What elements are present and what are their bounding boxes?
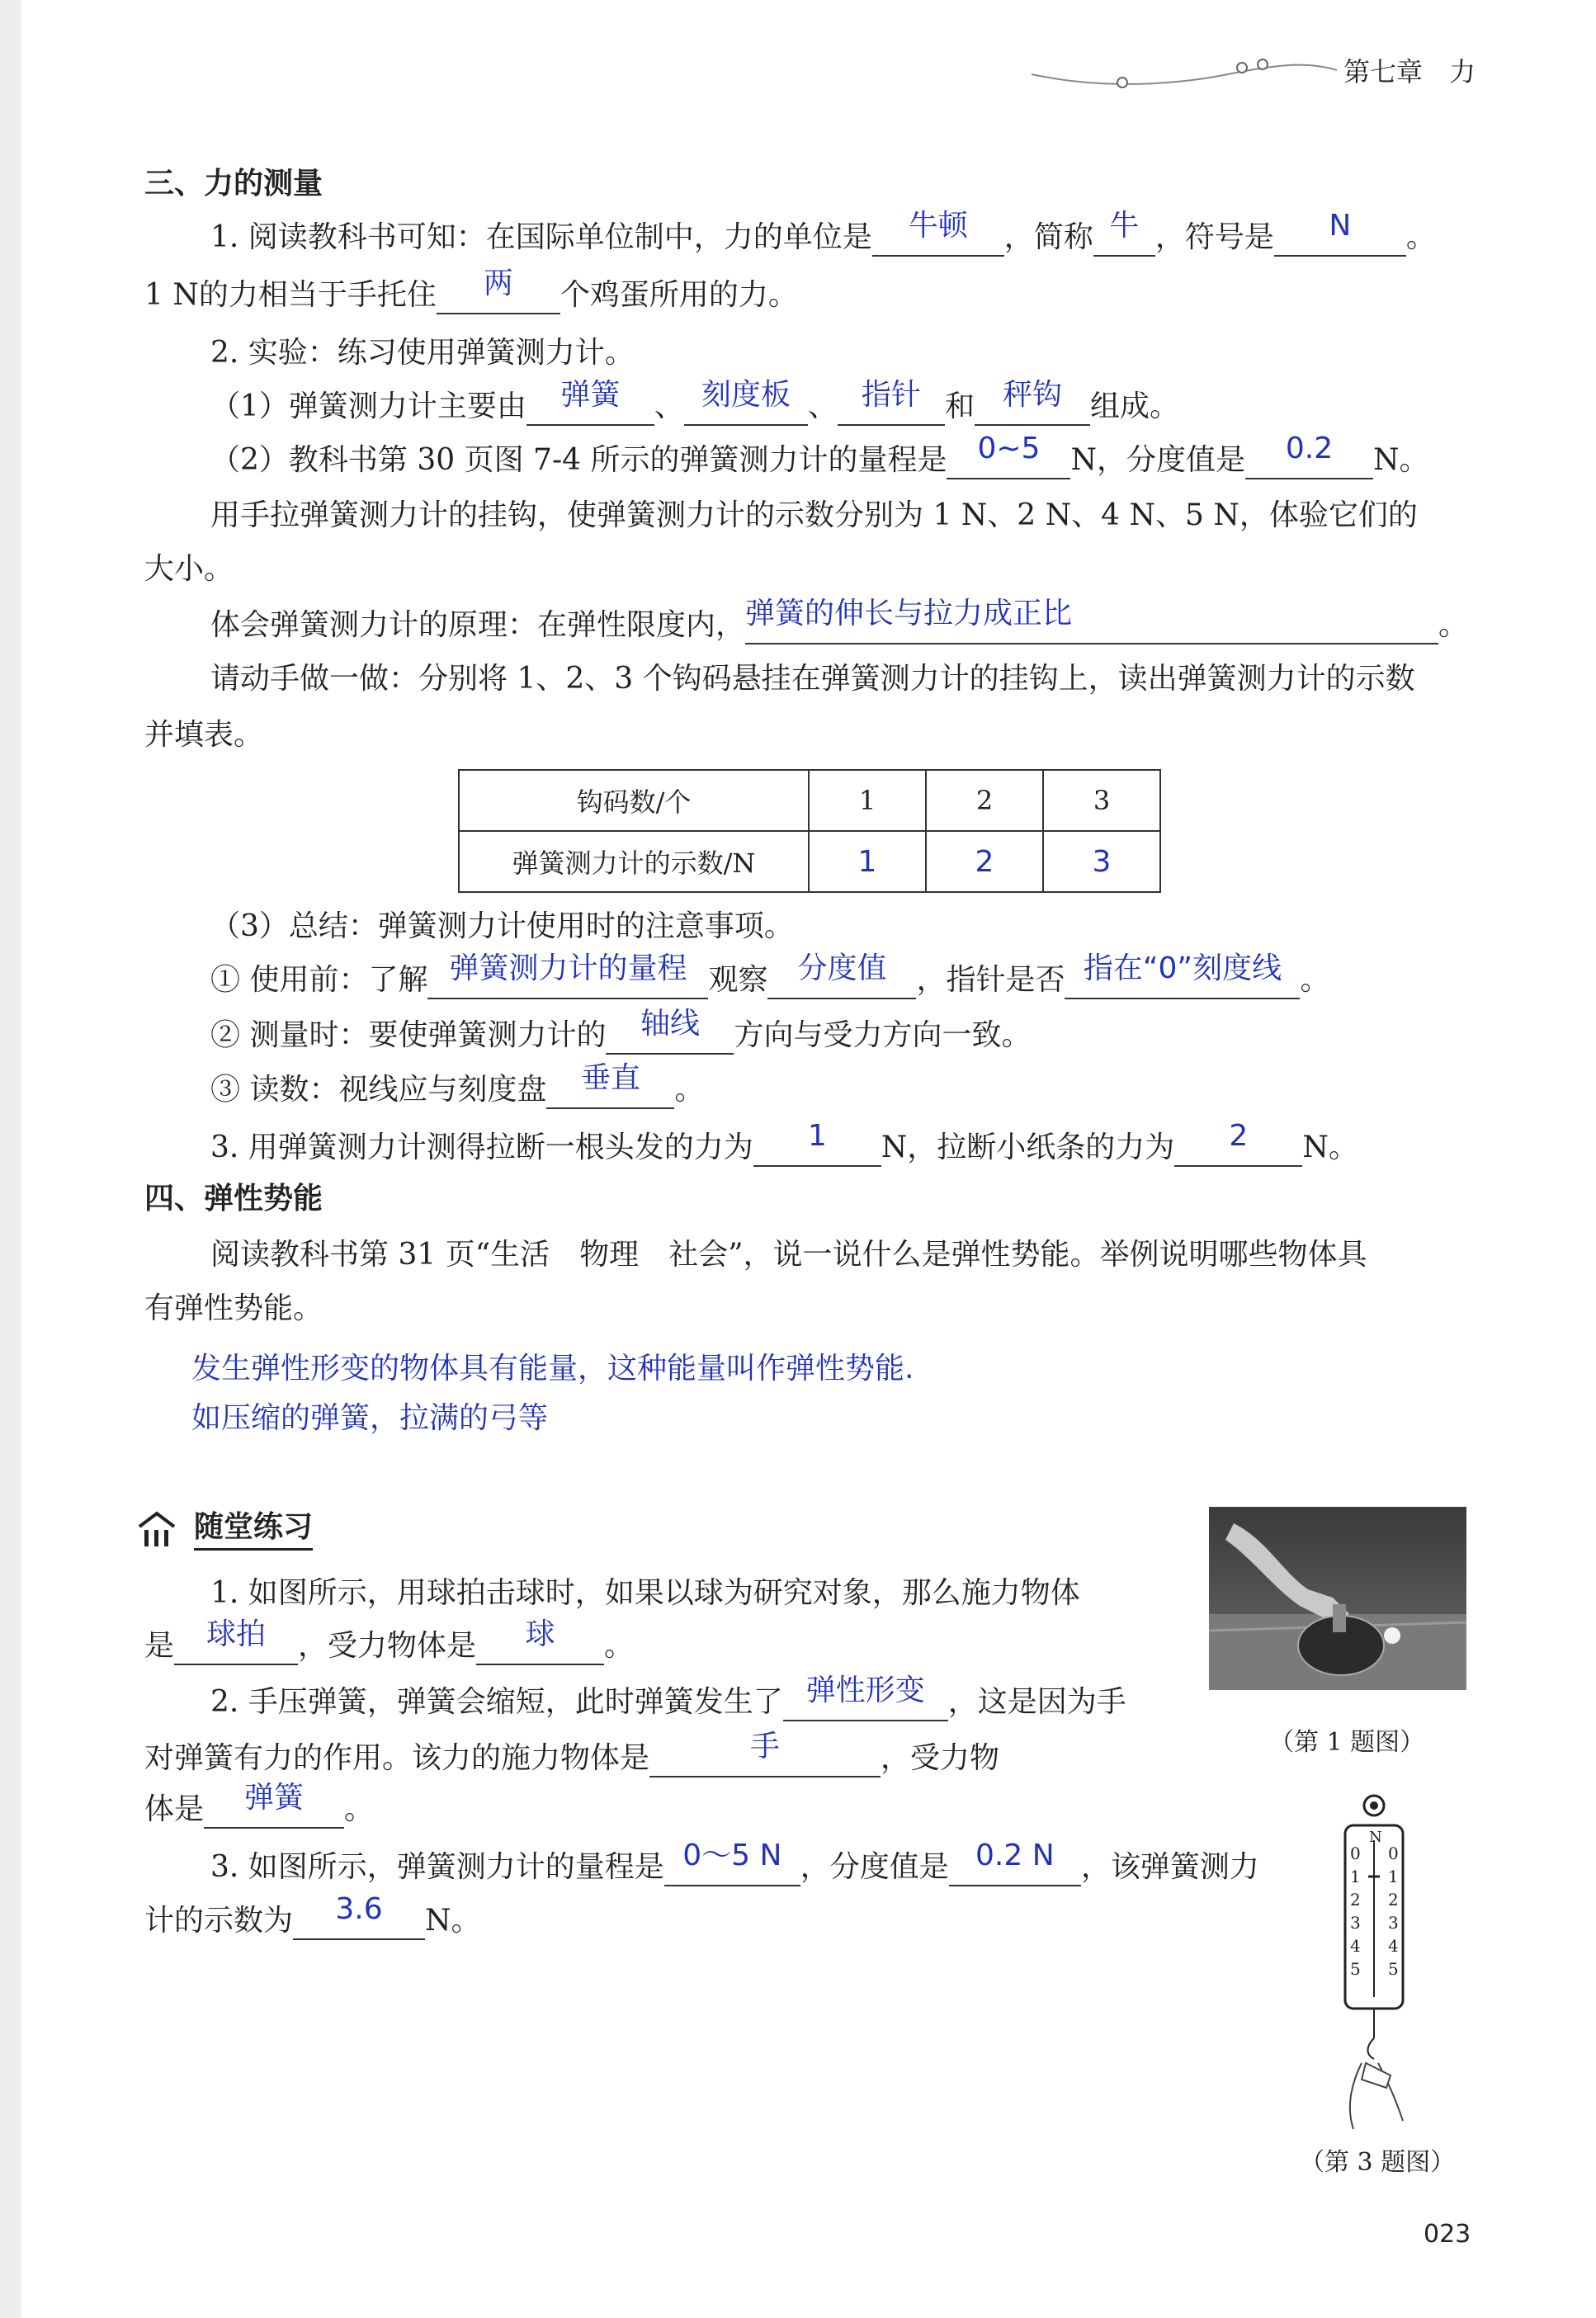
- practice-q1-line2: 是 球拍 ，受力物体是 球 。: [144, 1627, 634, 1665]
- ping-pong-photo: [1209, 1507, 1466, 1690]
- q3: 3. 用弹簧测力计测得拉断一根头发的力为 1 N，拉断小纸条的力为 2 N。: [210, 1129, 1358, 1167]
- section-3-title: 三、力的测量: [144, 167, 323, 201]
- header-wave-decoration: [1023, 50, 1337, 91]
- q2-p5-line1: 请动手做一做：分别将 1、2、3 个钩码悬挂在弹簧测力计的挂钩上，读出弹簧测力计的示数: [210, 662, 1415, 696]
- table-answer-cell: 2: [926, 831, 1043, 892]
- q2-s1: ① 使用前：了解 弹簧测力计的量程 观察 分度值 ，指针是否 指在“0”刻度线 。: [210, 961, 1330, 999]
- practice-q2-line3: 体是 弹簧 。: [144, 1791, 374, 1829]
- scale-numbers-right: 0 1 2 3 4 5: [1388, 1844, 1399, 1979]
- table-header-cell: 2: [926, 770, 1043, 831]
- q1-line2: 1 N的力相当于手托住 两 个鸡蛋所用的力。: [144, 276, 798, 314]
- table-answer-cell: 1: [809, 831, 926, 892]
- table-label-cell: 弹簧测力计的示数/N: [459, 831, 809, 892]
- practice-icon: [136, 1508, 177, 1550]
- q2-p6: （3）总结：弹簧测力计使用时的注意事项。: [210, 909, 794, 943]
- table-row: [459, 770, 1160, 831]
- practice-q3-line1: 3. 如图所示，弹簧测力计的量程是 0～5 N ，分度值是 0.2 N ，该弹簧测力: [210, 1848, 1259, 1886]
- q2-p5-line2: 并填表。: [144, 718, 264, 752]
- practice-q1-line1: 1. 如图所示，用球拍击球时，如果以球为研究对象，那么施力物体: [210, 1576, 1080, 1610]
- table-header-cell: 3: [1043, 770, 1160, 831]
- practice-q3-line2: 计的示数为 3.6 N。: [144, 1902, 481, 1940]
- hook-weight-table: [458, 769, 1161, 893]
- q2-p3-line1: 用手拉弹簧测力计的挂钩，使弹簧测力计的示数分别为 1 N、2 N、4 N、5 N，体验它们的: [210, 498, 1418, 532]
- sec4-answer-2: 如压缩的弹簧，拉满的弓等: [191, 1401, 549, 1435]
- section-4-title: 四、弹性势能: [144, 1182, 323, 1216]
- q2-p1: （1）弹簧测力计主要由 弹簧 、 刻度板 、 指针 和 秤钩 组成。: [210, 388, 1179, 426]
- q2-p4: 体会弹簧测力计的原理：在弹性限度内， 弹簧的伸长与拉力成正比 。: [210, 607, 1468, 644]
- q1-line1: 1. 阅读教科书可知：在国际单位制中，力的单位是 牛顿 ，简称 牛 ，符号是 N 。: [210, 219, 1436, 257]
- sec4-line1: 阅读教科书第 31 页“生活 物理 社会”，说一说什么是弹性势能。举例说明哪些物体具: [210, 1238, 1367, 1272]
- practice-title: 随堂练习: [194, 1508, 313, 1551]
- practice-q2-line2: 对弹簧有力的作用。该力的施力物体是 手 ，受力物: [144, 1740, 999, 1777]
- q2-title: 2. 实验：练习使用弹簧测力计。: [210, 336, 635, 370]
- page-number: 023: [1424, 2220, 1471, 2249]
- practice-q2-line1: 2. 手压弹簧，弹簧会缩短，此时弹簧发生了 弹性形变 ，这是因为手: [210, 1683, 1126, 1721]
- figure-1-caption: （第 1 题图）: [1269, 1728, 1425, 1757]
- scale-numbers-left: 0 1 2 3 4 5: [1350, 1844, 1361, 1979]
- table-row: [459, 831, 1160, 892]
- q2-p3-line2: 大小。: [144, 552, 234, 586]
- sec4-line2: 有弹性势能。: [144, 1291, 323, 1325]
- chapter-title: 第七章 力: [1343, 56, 1476, 87]
- q2-s2: ② 测量时：要使弹簧测力计的 轴线 方向与受力方向一致。: [210, 1017, 1031, 1055]
- table-header-cell: 钩码数/个: [459, 770, 809, 831]
- table-header-cell: 1: [809, 770, 926, 831]
- page-edge-shadow: [0, 0, 21, 2318]
- q2-s3: ③ 读数：视线应与刻度盘 垂直 。: [210, 1071, 704, 1109]
- sec4-answer-1: 发生弹性形变的物体具有能量，这种能量叫作弹性势能.: [191, 1352, 914, 1386]
- spring-scale-figure: [1329, 1791, 1419, 2137]
- table-answer-cell: 3: [1043, 831, 1160, 892]
- figure-3-caption: （第 3 题图）: [1300, 2148, 1456, 2177]
- q2-p2: （2）教科书第 30 页图 7-4 所示的弹簧测力计的量程是 0~5 N，分度值是 0.2 N。: [210, 441, 1429, 479]
- scale-unit-label: N: [1369, 1829, 1382, 1846]
